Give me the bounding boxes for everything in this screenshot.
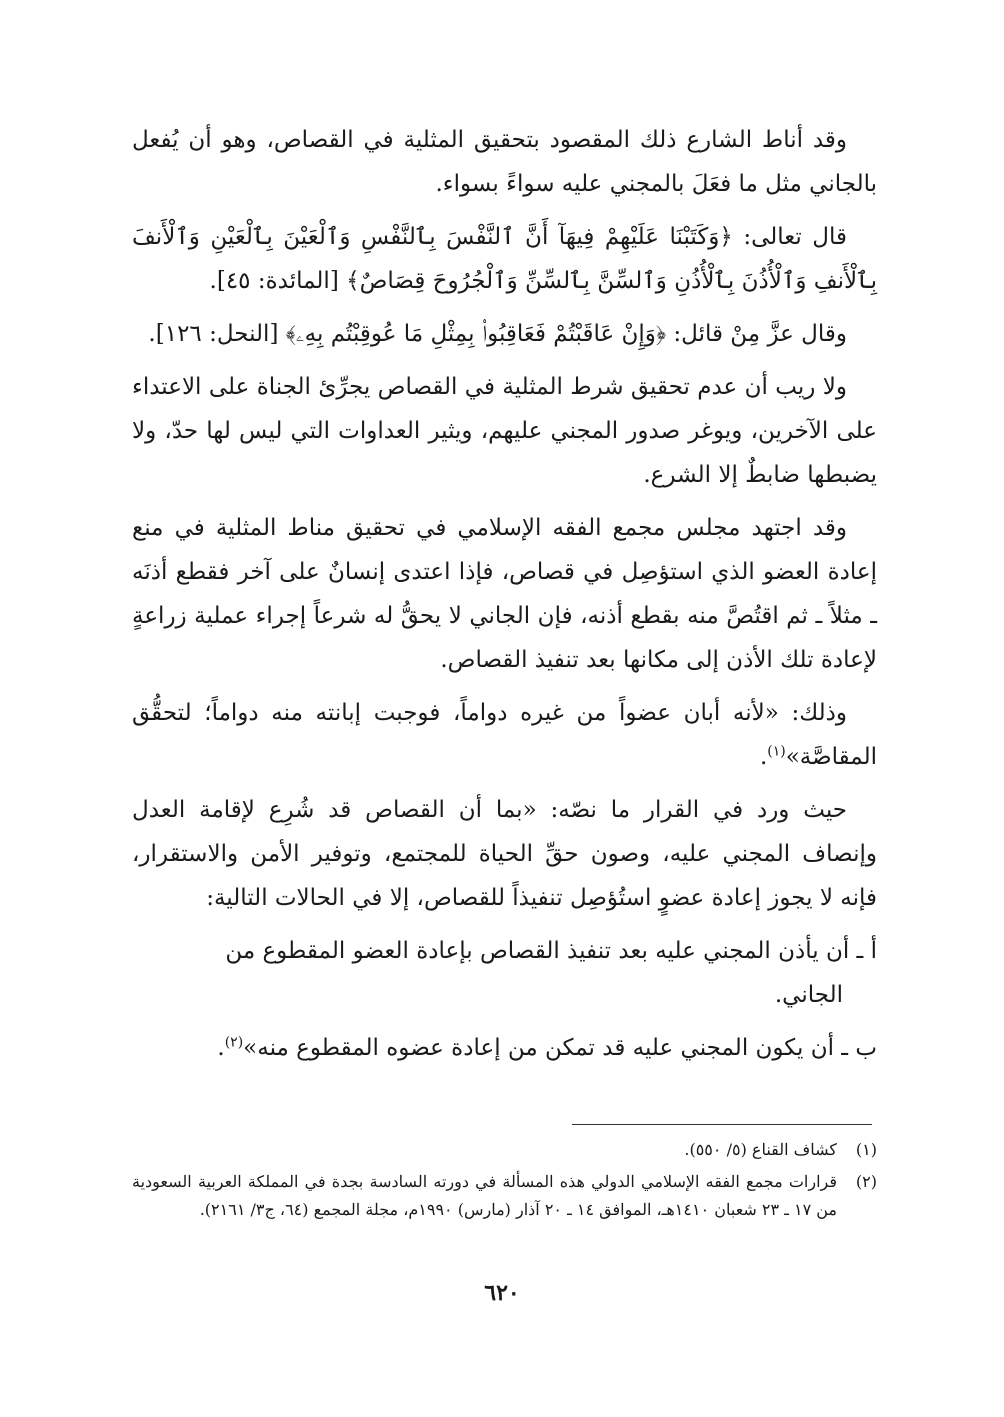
footnote-text: كشاف القناع (٥/ ٥٥٠).	[684, 1140, 837, 1159]
paragraph-2	[132, 215, 877, 303]
list-item-b-text: ب ـ أن يكون المجني عليه قد تمكن من إعادة عضوه المقطوع منه»	[243, 1035, 877, 1061]
footnote-divider	[572, 1124, 872, 1125]
paragraph-4: ولا ريب أن عدم تحقيق شرط المثلية في القصاص يجرِّئ الجناة على الاعتداء على الآخرين، ويوغر صدور المجني عليهم، ويثير العداوات التي ليس لها حدّ، ولا يضبطها ضابطٌ إلا الشرع.	[132, 374, 877, 488]
paragraph-7: حيث ورد في القرار ما نصّه: «بما أن القصاص قد شُرِع لإقامة العدل وإنصاف المجني عليه، وصون حقِّ الحياة للمجتمع، وتوفير الأمن والاستقرار، فإنه لا يجوز إعادة عضوٍ استُؤصِل تنفيذاً للقصاص، إلا في الحالات التالية:	[132, 797, 877, 911]
footnote-number: (١)	[855, 1140, 877, 1159]
footnote	[132, 1168, 877, 1224]
paragraph-6	[132, 691, 877, 779]
footnotes	[132, 1136, 877, 1228]
paragraph-5: وقد اجتهد مجلس مجمع الفقه الإسلامي في تحقيق مناط المثلية في منع إعادة العضو الذي استؤصِل في قصاص، فإذا اعتدى إنسانٌ على آخر فقطع أذنَه ـ مثلاً ـ ثم اقتُصَّ منه بقطع أذنه، فإن الجاني لا يحقُّ له شرعاً إجراء عملية زراعةٍ لإعادة تلك الأذن إلى مكانها بعد تنفيذ القصاص.	[132, 515, 877, 673]
paragraph-3	[132, 312, 877, 356]
page-number: ٦٢٠	[484, 1280, 520, 1306]
footnote-number: (٢)	[855, 1172, 877, 1191]
verse-intro: وقال عزَّ مِنْ قائل:	[666, 321, 847, 347]
list-item-a	[132, 929, 877, 1017]
footnote-text: قرارات مجمع الفقه الإسلامي الدولي هذه المسألة في دورته السادسة بجدة في المملكة العربية السعودية من ١٧ ـ ٢٣ شعبان ١٤١٠هـ، الموافق ١٤ ـ ٢٠ آذار (مارس) ١٩٩٠م، مجلة المجمع (٦٤، ج٣/ ٢١٦١).	[132, 1172, 837, 1219]
footnote	[132, 1136, 877, 1164]
verse-reference: [المائدة: ٤٥].	[209, 268, 347, 294]
verse-intro: قال تعالى:	[732, 224, 847, 250]
list-item-a-text: أ ـ أن يأذن المجني عليه بعد تنفيذ القصاص بإعادة العضو المقطوع من	[225, 938, 877, 964]
verse-reference: [النحل: ١٢٦].	[148, 321, 286, 347]
period: .	[217, 1035, 225, 1061]
list-item-b	[132, 1026, 877, 1070]
footnote-marker: (٢)	[224, 1034, 244, 1051]
footnote-marker: (١)	[767, 743, 786, 760]
main-text	[132, 118, 877, 1079]
quran-verse: ﴿وَإِنْ عَاقَبْتُمْ فَعَاقِبُوا۟ بِمِثْلِ مَا عُوقِبْتُم بِهِۦ﴾	[285, 321, 667, 347]
quote-text: وذلك: «لأنه أبان عضواً من غيره دواماً، فوجبت إبانته منه دواماً؛ لتحقُّق المقاصَّة»	[132, 700, 877, 770]
paragraph-1: وقد أناط الشارع ذلك المقصود بتحقيق المثلية في القصاص، وهو أن يُفعل بالجاني مثل ما فعَلَ بالمجني عليه سواءً بسواء.	[132, 127, 877, 197]
period: .	[759, 744, 768, 770]
quran-verse: ﴿وَكَتَبْنَا عَلَيْهِمْ فِيهَآ أَنَّ ٱلنَّفْسَ بِٱلنَّفْسِ وَٱلْعَيْنَ بِٱلْعَيْنِ وَٱلْأَنفَ بِٱلْأَنفِ وَٱلْأُذُنَ بِٱلْأُذُنِ وَٱلسِّنَّ بِٱلسِّنِّ وَٱلْجُرُوحَ قِصَاصٌ﴾	[132, 224, 877, 294]
list-item-a-continuation: الجاني.	[774, 982, 843, 1008]
